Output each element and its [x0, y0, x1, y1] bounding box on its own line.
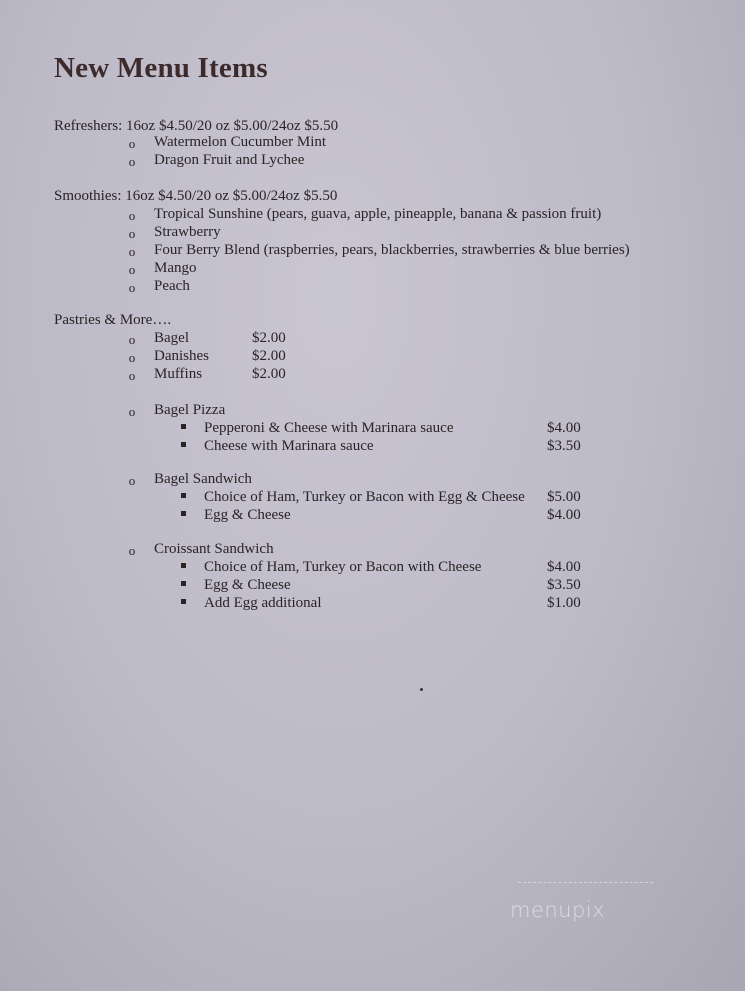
square-bullet-icon [181, 599, 186, 604]
group-name: Bagel Pizza [154, 402, 226, 418]
option-name: Egg & Cheese [204, 577, 291, 593]
menupix-watermark: menupix [510, 898, 606, 922]
paper-speck [420, 688, 423, 691]
square-bullet-icon [181, 424, 186, 429]
option-price: $4.00 [547, 507, 581, 523]
option-price: $3.50 [547, 577, 581, 593]
list-item: Muffins [154, 366, 203, 382]
list-item: Dragon Fruit and Lychee [154, 152, 305, 168]
list-item: Bagel [154, 330, 189, 346]
list-item: Strawberry [154, 224, 221, 240]
bullet-icon: o [128, 280, 136, 295]
group-name: Croissant Sandwich [154, 541, 274, 557]
bullet-icon: o [128, 208, 136, 223]
bullet-icon: o [128, 543, 136, 558]
smoothies-heading: Smoothies: 16oz $4.50/20 oz $5.00/24oz $5.50 [54, 188, 338, 204]
list-item: Watermelon Cucumber Mint [154, 134, 327, 150]
list-item: Peach [154, 278, 190, 294]
bullet-icon: o [128, 244, 136, 259]
option-name: Egg & Cheese [204, 507, 291, 523]
square-bullet-icon [181, 581, 186, 586]
bullet-icon: o [128, 473, 136, 488]
item-price: $2.00 [252, 348, 286, 364]
bullet-icon: o [128, 154, 136, 169]
page-title: New Menu Items [54, 52, 268, 84]
item-price: $2.00 [252, 366, 286, 382]
option-price: $5.00 [547, 489, 581, 505]
refreshers-heading: Refreshers: 16oz $4.50/20 oz $5.00/24oz $5.50 [54, 118, 339, 134]
list-item: Danishes [154, 348, 209, 364]
option-name: Add Egg additional [204, 595, 322, 611]
option-price: $4.00 [547, 420, 581, 436]
bullet-icon: o [128, 404, 136, 419]
option-name: Cheese with Marinara sauce [204, 438, 374, 454]
pastries-heading: Pastries & More…. [54, 312, 172, 328]
option-price: $3.50 [547, 438, 581, 454]
square-bullet-icon [181, 563, 186, 568]
bullet-icon: o [128, 332, 136, 347]
watermark-divider [518, 882, 653, 883]
bullet-icon: o [128, 368, 136, 383]
group-name: Bagel Sandwich [154, 471, 252, 487]
bullet-icon: o [128, 136, 136, 151]
square-bullet-icon [181, 442, 186, 447]
option-name: Pepperoni & Cheese with Marinara sauce [204, 420, 454, 436]
square-bullet-icon [181, 493, 186, 498]
bullet-icon: o [128, 226, 136, 241]
list-item: Tropical Sunshine (pears, guava, apple, pineapple, banana & passion fruit) [154, 206, 602, 222]
bullet-icon: o [128, 350, 136, 365]
bullet-icon: o [128, 262, 136, 277]
option-price: $1.00 [547, 595, 581, 611]
list-item: Four Berry Blend (raspberries, pears, blackberries, strawberries & blue berries) [154, 242, 630, 258]
option-name: Choice of Ham, Turkey or Bacon with Cheese [204, 559, 482, 575]
option-price: $4.00 [547, 559, 581, 575]
item-price: $2.00 [252, 330, 286, 346]
option-name: Choice of Ham, Turkey or Bacon with Egg & Cheese [204, 489, 525, 505]
square-bullet-icon [181, 511, 186, 516]
list-item: Mango [154, 260, 197, 276]
